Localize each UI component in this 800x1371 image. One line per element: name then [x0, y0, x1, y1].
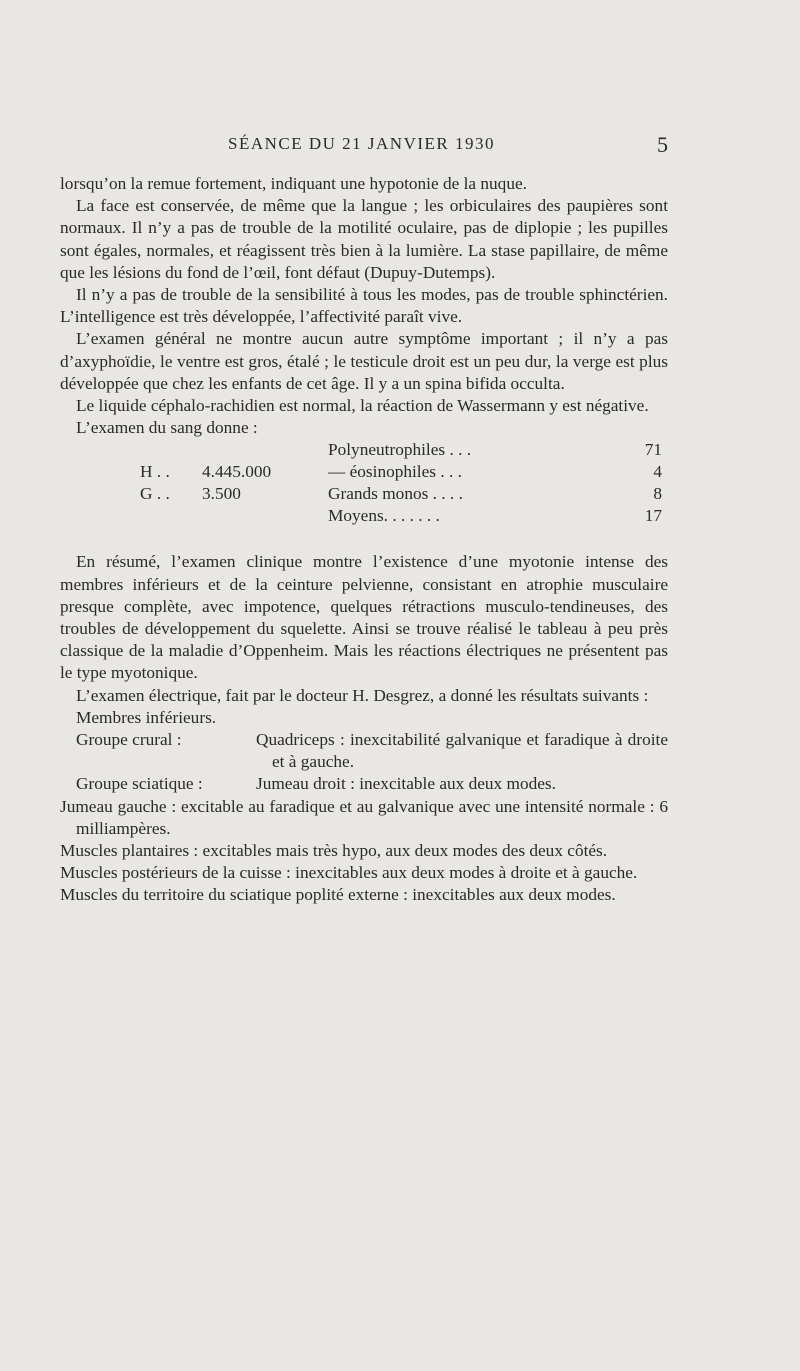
paragraph: Il n’y a pas de trouble de la sensibilité à tous les modes, pas de trouble sphinctérien. L’intelligence est très développée, l’affectivité paraît vive. — [60, 285, 668, 327]
result-entry: Muscles postérieurs de la cuisse : inexcitables aux deux modes à droite et à gauche. — [60, 863, 638, 883]
page-header — [228, 132, 668, 162]
formula-label: Polyneutrophiles . . . — [328, 440, 472, 460]
paragraph: L’examen électrique, fait par le docteur H. Desgrez, a donné les résultats suivants : — [76, 685, 649, 705]
result-entry: Muscles plantaires : excitables mais très hypo, aux deux modes des deux côtés. — [60, 841, 608, 861]
formula-value: 4 — [653, 462, 662, 482]
paragraph: lorsqu’on la remue fortement, indiquant une hypotonie de la nuque. — [60, 174, 527, 193]
paragraph: En résumé, l’examen clinique montre l’existence d’une myotonie intense des membres inférieurs et de la ceinture pelvienne, consistant en atrophie musculaire presque complète, avec impotence, quelques rétractions musculo-tendineuses, des troubles de développement du squelette. Ainsi se trouve réalisé le tableau à peu près classique de la maladie d’Oppenheim. Mais les réactions électriques ne présentent pas le type myotonique. — [60, 552, 668, 683]
formula-label: Moyens. . . . . . . — [328, 506, 440, 526]
electrical-results-crural — [60, 729, 668, 773]
page-number: 5 — [657, 132, 668, 157]
table-row — [60, 439, 668, 461]
paragraph: L’examen du sang donne : — [76, 418, 258, 438]
formula-value: 71 — [644, 440, 662, 460]
electrical-results-sciatique — [60, 773, 668, 795]
blood-cell-label: H . . — [140, 462, 170, 482]
formula-value: 17 — [644, 506, 662, 526]
table-row — [60, 483, 668, 505]
table-row — [60, 461, 668, 483]
result-entry: Jumeau droit : inexcitable aux deux modes. — [256, 774, 556, 794]
table-row — [60, 505, 668, 527]
blood-count-table — [60, 439, 668, 551]
blood-cell-count: 4.445.000 — [202, 462, 272, 482]
body-text — [60, 173, 668, 907]
section-label: Membres inférieurs. — [76, 707, 217, 727]
result-entry: Quadriceps : inexcitabilité galvanique et faradique à droite et à gauche. — [256, 730, 668, 772]
paragraph: Le liquide céphalo-rachidien est normal, la réaction de Wassermann y est négative. — [76, 396, 649, 416]
formula-label: Grands monos . . . . — [328, 484, 463, 504]
electrical-results-sciatique-list — [60, 796, 668, 907]
blood-cell-count: 3.500 — [202, 484, 241, 504]
result-entry: Muscles du territoire du sciatique poplité externe : inexcitables aux deux modes. — [60, 885, 616, 905]
formula-value: 8 — [653, 484, 662, 504]
blood-cell-label: G . . — [140, 484, 170, 504]
muscle-group-label: Groupe sciatique : — [76, 774, 203, 794]
paragraph: L’examen général ne montre aucun autre symptôme important ; il n’y a pas d’axyphoïdie, le ventre est gros, étalé ; le testicule droit est un peu dur, la verge est plus développée que chez les enfants de cet âge. Il y a un spina bifida occulta. — [60, 329, 668, 393]
running-title: SÉANCE DU 21 JANVIER 1930 — [228, 134, 495, 153]
formula-label: — éosinophiles . . . — [328, 462, 462, 482]
muscle-group-label: Groupe crural : — [76, 730, 182, 750]
result-entry: Jumeau gauche : excitable au faradique et au galvanique avec une intensité normale : 6 milliampères. — [60, 796, 668, 838]
paragraph: La face est conservée, de même que la langue ; les orbiculaires des paupières sont normaux. Il n’y a pas de trouble de la motilité oculaire, pas de diplopie ; les pupilles sont égales, normales, et réagissent très bien à la lumière. La stase papillaire, de même que les lésions du fond de l’œil, font défaut (Dupuy-Dutemps). — [60, 196, 668, 282]
